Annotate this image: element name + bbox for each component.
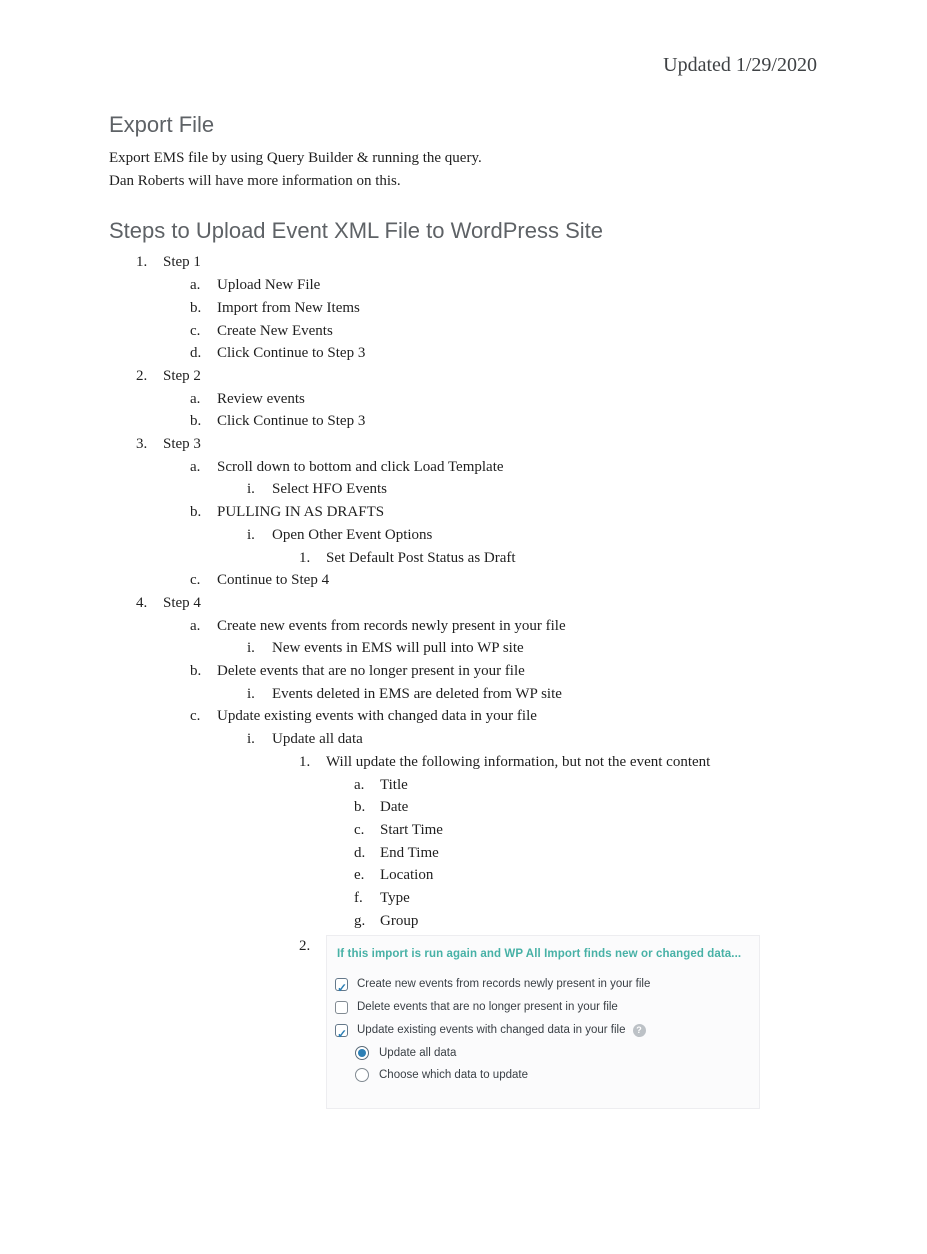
radio-label: Update all data [379, 1047, 457, 1059]
list-item-text: Will update the following information, but not the event content [326, 753, 711, 770]
list-item-text: Step 4 [163, 594, 201, 611]
list-item-text: New events in EMS will pull into WP site [272, 640, 524, 657]
list-marker: a. [190, 458, 201, 475]
list-item [109, 615, 817, 638]
list-marker: c. [190, 572, 201, 589]
list-item [109, 910, 817, 933]
list-marker: 3. [136, 436, 148, 453]
list-item-text: Upload New File [217, 277, 321, 294]
list-item-text: Click Continue to Step 3 [217, 345, 366, 362]
list-marker: 1. [136, 254, 148, 271]
list-item-text: Location [380, 867, 434, 884]
list-item [109, 864, 817, 887]
list-item-text: Click Continue to Step 3 [217, 413, 366, 430]
checkbox-label: Update existing events with changed data in your file [357, 1024, 626, 1036]
export-file-heading: Export File [109, 112, 215, 137]
paragraph-line: Dan Roberts will have more information on this. [109, 172, 401, 189]
list-marker: b. [190, 504, 202, 521]
list-marker: b. [190, 299, 202, 316]
help-icon[interactable] [633, 1024, 646, 1037]
update-events-checkbox[interactable] [335, 1024, 348, 1037]
list-item-with-image [109, 935, 817, 1109]
choose-data-radio[interactable] [355, 1068, 369, 1082]
list-item [109, 637, 817, 660]
list-item [109, 660, 817, 683]
list-item [109, 592, 817, 615]
list-item-text: Create new events from records newly present in your file [217, 617, 566, 634]
list-item [109, 388, 817, 411]
list-item [109, 297, 817, 320]
checkbox-row [335, 1023, 749, 1038]
list-item [109, 796, 817, 819]
list-item [109, 320, 817, 343]
update-mode-radio-group [355, 1046, 749, 1083]
list-marker: 1. [299, 753, 311, 770]
delete-events-checkbox[interactable] [335, 1001, 348, 1014]
embedded-screenshot [326, 935, 760, 1109]
list-marker: a. [190, 277, 201, 294]
list-item [109, 410, 817, 433]
list-item [109, 478, 817, 501]
list-item [109, 751, 817, 774]
list-item-text: Start Time [380, 821, 443, 838]
list-marker: a. [354, 776, 365, 793]
create-new-events-checkbox[interactable] [335, 978, 348, 991]
list-item-text: Step 3 [163, 436, 201, 453]
list-marker: e. [354, 867, 365, 884]
list-marker: 1. [299, 549, 311, 566]
list-item-text: Open Other Event Options [272, 526, 433, 543]
list-item [109, 251, 817, 274]
document-page [0, 54, 927, 1109]
list-item-text: Events deleted in EMS are deleted from WP site [272, 685, 562, 702]
checkbox-row [335, 1000, 749, 1015]
list-item-text: Select HFO Events [272, 481, 387, 498]
list-item [109, 342, 817, 365]
list-item [109, 274, 817, 297]
list-marker: b. [190, 663, 202, 680]
list-item-text: Update existing events with changed data in your file [217, 708, 537, 725]
update-all-data-radio[interactable] [355, 1046, 369, 1060]
list-item-text: Title [380, 776, 408, 793]
steps-heading: Steps to Upload Event XML File to WordPress Site [109, 218, 604, 244]
list-item [109, 433, 817, 456]
list-item-text: Group [380, 912, 419, 929]
radio-row [355, 1068, 749, 1083]
list-marker: i. [247, 481, 255, 498]
radio-label: Choose which data to update [379, 1069, 528, 1081]
list-item [109, 683, 817, 706]
list-marker: 2. [299, 937, 311, 954]
list-marker: b. [190, 413, 202, 430]
list-marker: i. [247, 731, 255, 748]
updated-date: Updated 1/29/2020 [663, 54, 817, 76]
checkbox-row [335, 977, 749, 992]
list-item-text: Continue to Step 4 [217, 572, 330, 589]
steps-list [109, 251, 817, 1108]
list-marker: b. [354, 799, 366, 816]
list-item-text: Create New Events [217, 322, 333, 339]
list-item-text: Step 2 [163, 367, 201, 384]
list-item [109, 569, 817, 592]
list-marker: i. [247, 685, 255, 702]
list-item-text: Type [380, 890, 410, 907]
paragraph-line: Export EMS file by using Query Builder & running the query. [109, 150, 482, 166]
list-item [109, 547, 817, 570]
list-marker: a. [190, 617, 201, 634]
list-item [109, 774, 817, 797]
list-marker: 4. [136, 594, 148, 611]
list-item-text: Review events [217, 390, 305, 407]
list-item-text: End Time [380, 844, 439, 861]
list-item-text: Date [380, 799, 409, 816]
list-item [109, 819, 817, 842]
list-item [109, 728, 817, 751]
list-item [109, 365, 817, 388]
list-item-text: Scroll down to bottom and click Load Template [217, 458, 504, 475]
list-item-text: Import from New Items [217, 299, 360, 316]
list-item-text: PULLING IN AS DRAFTS [217, 504, 385, 521]
list-marker: c. [190, 708, 201, 725]
checkbox-label: Create new events from records newly present in your file [357, 978, 651, 990]
list-marker: c. [190, 322, 201, 339]
list-marker: d. [354, 844, 366, 861]
checkbox-label: Delete events that are no longer present in your file [357, 1001, 618, 1013]
export-file-paragraph [109, 147, 817, 192]
list-item [109, 456, 817, 479]
list-item-text: Delete events that are no longer present in your file [217, 663, 525, 680]
import-options-header: If this import is run again and WP All Import finds new or changed data... [337, 947, 742, 960]
list-item [109, 524, 817, 547]
list-marker: c. [354, 821, 365, 838]
list-marker: 2. [136, 367, 148, 384]
list-marker: f. [354, 890, 363, 907]
list-marker: d. [190, 345, 202, 362]
list-item [109, 705, 817, 728]
list-marker: i. [247, 526, 255, 543]
list-item [109, 842, 817, 865]
list-item-text: Step 1 [163, 254, 201, 271]
list-marker: i. [247, 640, 255, 657]
list-item-text: Set Default Post Status as Draft [326, 549, 516, 566]
radio-row [355, 1046, 749, 1061]
list-item [109, 501, 817, 524]
list-item [109, 887, 817, 910]
list-item-text: Update all data [272, 731, 363, 748]
list-marker: a. [190, 390, 201, 407]
list-marker: g. [354, 912, 366, 929]
